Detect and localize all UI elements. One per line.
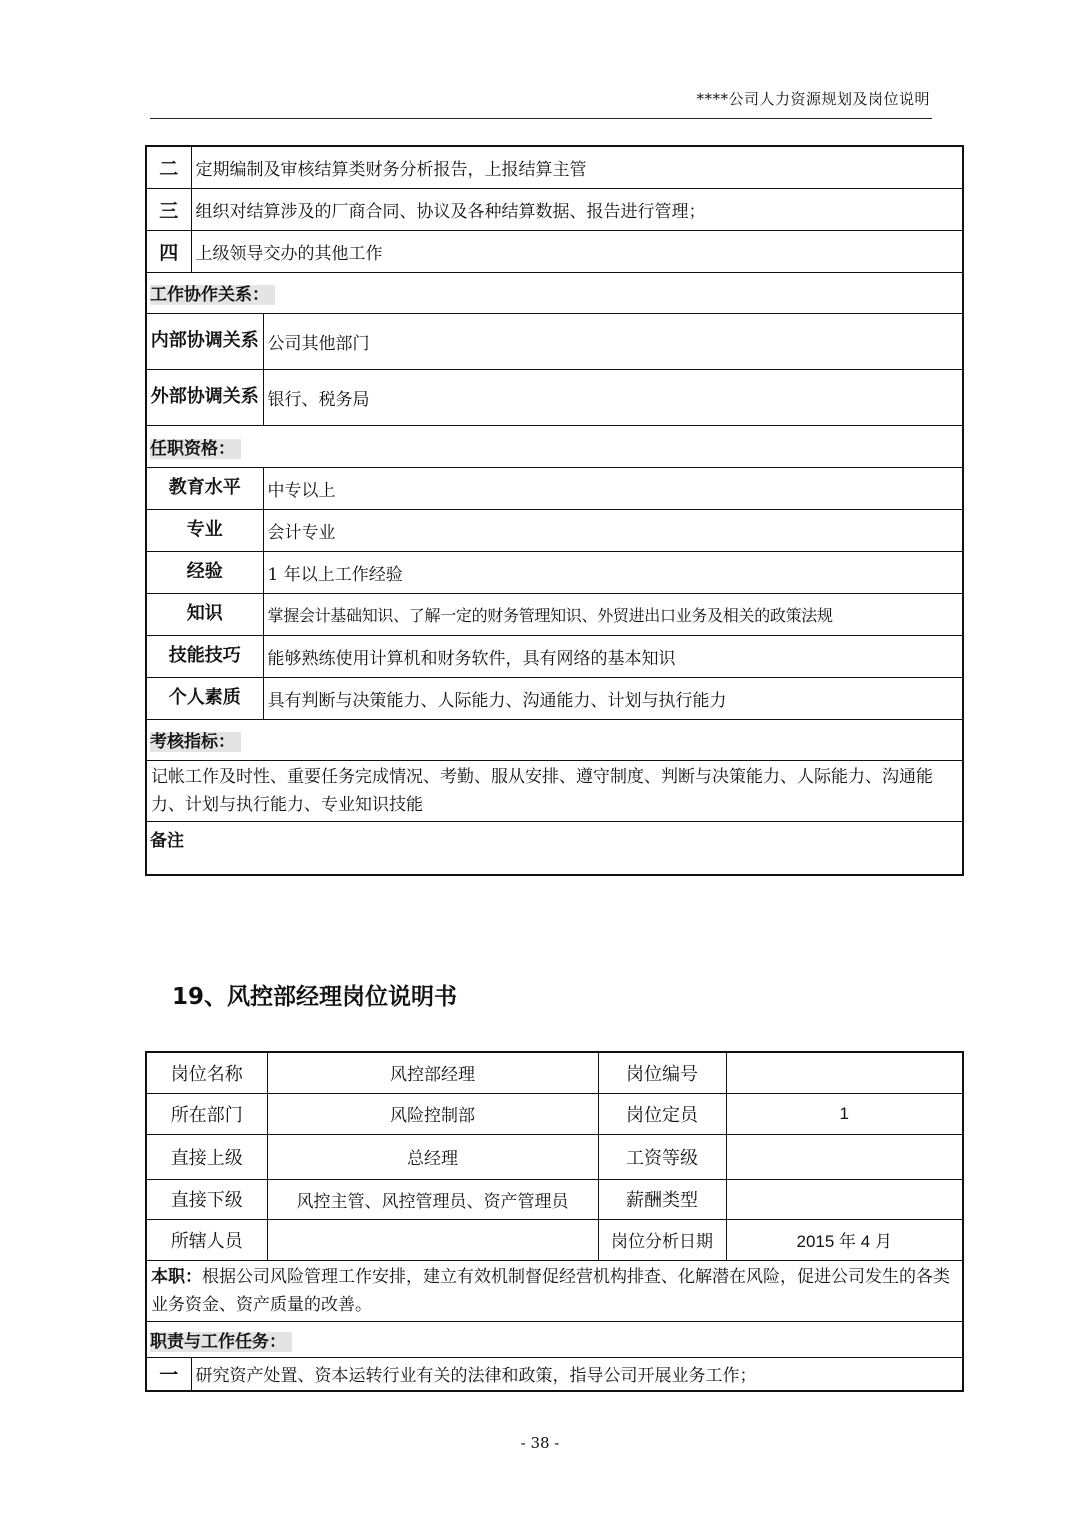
major-label: 专业	[146, 509, 263, 551]
education-label: 教育水平	[146, 467, 263, 509]
department-label: 所在部门	[146, 1093, 267, 1134]
position-name-label: 岗位名称	[146, 1052, 267, 1093]
duty-text: 组织对结算涉及的厂商合同、协议及各种结算数据、报告进行管理；	[191, 188, 963, 230]
analysis-date-value: 2015 年 4 月	[726, 1219, 963, 1260]
job-duty-text: 根据公司风险管理工作安排，建立有效机制督促经营机构排查、化解潜在风险，促进公司发生的各类业务资金、资产质量的改善。	[151, 1266, 950, 1315]
qualification-section-title: 任职资格：	[146, 425, 963, 467]
header-divider	[150, 118, 932, 119]
knowledge-label: 知识	[146, 593, 263, 635]
job-description-table-continued	[145, 145, 964, 876]
duty-number: 四	[146, 230, 191, 272]
task-row	[146, 1357, 963, 1391]
direct-superior-value: 总经理	[267, 1134, 598, 1179]
internal-coordination-value: 公司其他部门	[263, 313, 963, 369]
direct-subordinate-value: 风控主管、风控管理员、资产管理员	[267, 1179, 598, 1219]
assessment-section-title: 考核指标：	[146, 719, 963, 760]
personal-quality-value: 具有判断与决策能力、人际能力、沟通能力、计划与执行能力	[263, 677, 963, 719]
remarks-title: 备注	[146, 821, 963, 875]
job-duty	[146, 1260, 963, 1321]
experience-label: 经验	[146, 551, 263, 593]
position-id-value	[726, 1052, 963, 1093]
experience-value: 1 年以上工作经验	[263, 551, 963, 593]
skills-label: 技能技巧	[146, 635, 263, 677]
tasks-section-title: 职责与工作任务：	[146, 1321, 963, 1357]
direct-superior-label: 直接上级	[146, 1134, 267, 1179]
pay-type-label: 薪酬类型	[598, 1179, 726, 1219]
info-row	[146, 1093, 963, 1134]
duty-row	[146, 188, 963, 230]
internal-coordination-label: 内部协调关系	[146, 313, 263, 369]
assessment-text: 记帐工作及时性、重要任务完成情况、考勤、服从安排、遵守制度、判断与决策能力、人际能力、沟通能力、计划与执行能力、专业知识技能	[146, 760, 963, 821]
cooperation-section-title: 工作协作关系：	[146, 272, 963, 313]
major-value: 会计专业	[263, 509, 963, 551]
task-text: 研究资产处置、资本运转行业有关的法律和政策，指导公司开展业务工作；	[191, 1357, 963, 1391]
section-heading: 19、风控部经理岗位说明书	[172, 984, 458, 1010]
duty-text: 定期编制及审核结算类财务分析报告，上报结算主管	[191, 146, 963, 188]
personal-quality-label: 个人素质	[146, 677, 263, 719]
staff-under-value	[267, 1219, 598, 1260]
headcount-value: 1	[726, 1093, 963, 1134]
document-header-title: ****公司人力资源规划及岗位说明	[696, 90, 930, 108]
duty-text: 上级领导交办的其他工作	[191, 230, 963, 272]
salary-grade-value	[726, 1134, 963, 1179]
direct-subordinate-label: 直接下级	[146, 1179, 267, 1219]
info-row	[146, 1179, 963, 1219]
duty-row	[146, 230, 963, 272]
headcount-label: 岗位定员	[598, 1093, 726, 1134]
duty-row	[146, 146, 963, 188]
info-row	[146, 1219, 963, 1260]
info-row	[146, 1052, 963, 1093]
pay-type-value	[726, 1179, 963, 1219]
knowledge-value: 掌握会计基础知识、了解一定的财务管理知识、外贸进出口业务及相关的政策法规	[263, 593, 963, 635]
department-value: 风险控制部	[267, 1093, 598, 1134]
analysis-date-label: 岗位分析日期	[598, 1219, 726, 1260]
duty-number: 三	[146, 188, 191, 230]
education-value: 中专以上	[263, 467, 963, 509]
risk-manager-job-table	[145, 1051, 964, 1392]
info-row	[146, 1134, 963, 1179]
external-coordination-value: 银行、税务局	[263, 369, 963, 425]
page-number: - 38 -	[520, 1434, 560, 1452]
task-number: 一	[146, 1357, 191, 1391]
position-id-label: 岗位编号	[598, 1052, 726, 1093]
skills-value: 能够熟练使用计算机和财务软件，具有网络的基本知识	[263, 635, 963, 677]
position-name-value: 风控部经理	[267, 1052, 598, 1093]
salary-grade-label: 工资等级	[598, 1134, 726, 1179]
duty-number: 二	[146, 146, 191, 188]
job-duty-label: 本职：	[151, 1266, 202, 1287]
external-coordination-label: 外部协调关系	[146, 369, 263, 425]
staff-under-label: 所辖人员	[146, 1219, 267, 1260]
